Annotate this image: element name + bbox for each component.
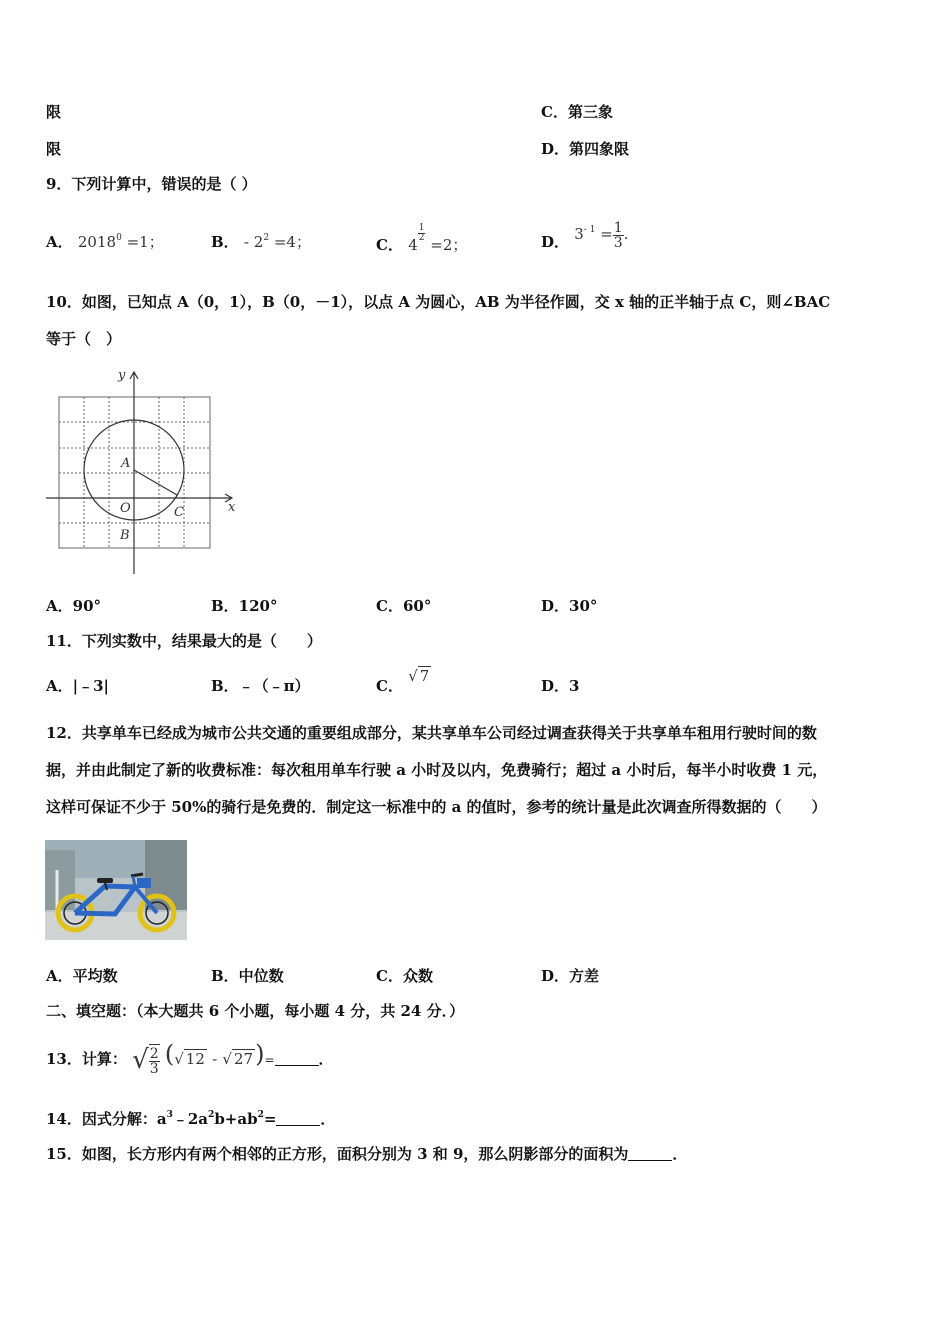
q11-option-d: D．3	[541, 677, 580, 695]
q9-b-exp: 2	[263, 233, 270, 243]
q15-text: 15．如图，长方形内有两个相邻的正方形，面积分别为 3 和 9，那么阴影部分的面积为	[46, 1145, 629, 1163]
q10-label-o: O	[120, 501, 131, 516]
q11-c-label: C．	[376, 677, 403, 695]
q9-d-label: D．	[541, 233, 570, 251]
q13-label: 13．计算：	[46, 1050, 127, 1068]
q9-a-exp: 0	[116, 233, 122, 243]
q13	[46, 1028, 334, 1082]
section2-heading: 二、填空题：（本大题共 6 个小题，每小题 4 分，共 24 分．）	[46, 1002, 465, 1020]
q10-option-b: B．120°	[211, 597, 278, 615]
q14-exp-2: 2	[208, 1110, 215, 1120]
bike-seat	[97, 878, 113, 883]
q10-label-a: A	[121, 456, 131, 471]
q9-c-rest: =2；	[430, 236, 468, 254]
q9-d-base: 3	[574, 225, 584, 243]
q8-tail-left-2: 限	[46, 140, 62, 158]
q10-option-a: A．90°	[46, 597, 102, 615]
q9-d-end: .	[623, 225, 629, 243]
q14-mid2: b+ab	[214, 1110, 258, 1128]
q9-b-label: B．	[211, 233, 239, 251]
q13-answer-blank	[275, 1051, 319, 1066]
q14-exp-3: 2	[257, 1110, 264, 1120]
q11-c-radicand: 7	[419, 667, 430, 685]
q13-eq: =	[264, 1053, 275, 1067]
q13-close-paren: )	[255, 1040, 265, 1068]
q9-d-exp: - 1	[583, 225, 596, 235]
q9-c-exp-num: 1	[418, 223, 425, 233]
q13-radicand-12: 12	[185, 1050, 205, 1068]
q11-option-c	[376, 667, 431, 696]
q13-frac-num: 2	[149, 1046, 159, 1062]
q12-option-c: C．众数	[376, 967, 433, 985]
q12-option-d: D．方差	[541, 967, 600, 985]
q10-circle-figure	[42, 364, 242, 578]
q10-segment-ac	[134, 470, 177, 495]
q10-stem-line2: 等于（ ）	[46, 330, 122, 348]
q12-option-a: A．平均数	[46, 967, 118, 985]
bike-stem	[133, 876, 135, 887]
q12-line2: 据，并由此制定了新的收费标准：每次租用单车行驶 a 小时及以内，免费骑行；超过 a 小时后，每半小时收费 1 元，	[46, 761, 828, 779]
q9-option-b	[211, 232, 311, 252]
q15-end: ．	[672, 1145, 688, 1163]
q9-d-fraction	[613, 221, 624, 250]
q14-end: ．	[320, 1110, 336, 1128]
q10-label-b: B	[120, 528, 130, 543]
q12-line3: 这样可保证不少于 50%的骑行是免费的．制定这一标准中的 a 的值时，参考的统计量是此次调查所得数据的（ ）	[46, 798, 827, 816]
q10-option-c: C．60°	[376, 597, 432, 615]
q11-option-a: A．|﹣3|	[46, 677, 109, 695]
q9-option-a	[46, 232, 164, 252]
q13-radicand-27: 27	[233, 1050, 254, 1068]
q9-c-exp-den: 2	[418, 233, 425, 243]
q9-c-base: 4	[408, 236, 418, 254]
q10-option-d: D．30°	[541, 597, 598, 615]
q13-sqrt-12: √ 12	[174, 1050, 205, 1068]
q9-option-c	[376, 224, 467, 263]
q13-sqrt-27: √ 27	[222, 1050, 254, 1068]
q10-stem-line1: 10．如图，已知点 A（0，1），B（0，－1），以点 A 为圆心，AB 为半径作圆，交 x 轴的正半轴于点 C，则∠BAC	[46, 293, 831, 311]
q9-d-den: 3	[613, 234, 623, 251]
q9-b-base: - 2	[243, 233, 264, 251]
q9-d-eq: =	[600, 225, 613, 243]
q14-mid1: ﹣2a	[172, 1110, 209, 1128]
q14-exp-1: 3	[166, 1110, 173, 1120]
q8-option-d: D．第四象限	[541, 140, 630, 158]
q14-answer-blank	[276, 1111, 320, 1126]
q13-minus: -	[212, 1050, 218, 1068]
q9-d-num: 1	[613, 219, 623, 236]
q13-end: ．	[318, 1050, 334, 1068]
q9-a-rest: =1；	[126, 233, 164, 251]
q15	[46, 1144, 687, 1164]
q9-a-base: 2018	[77, 233, 117, 251]
q9-a-label: A．	[46, 233, 73, 251]
q11-option-b: B．﹣（﹣π）	[211, 677, 310, 695]
q13-open-paren: (	[164, 1040, 175, 1068]
q11-c-sqrt: √ 7	[408, 667, 430, 685]
q9-c-label: C．	[376, 236, 403, 254]
q13-fraction	[149, 1044, 160, 1076]
bike-photo	[45, 840, 187, 940]
q9-option-d	[541, 212, 629, 264]
q12-option-b: B．中位数	[211, 967, 284, 985]
q14-label: 14．因式分解：a	[46, 1110, 167, 1128]
bike-handlebar	[131, 874, 143, 876]
q10-label-x: x	[228, 500, 236, 515]
bike-basket	[137, 878, 151, 888]
q10-label-y: y	[118, 368, 126, 383]
q9-b-rest: =4；	[273, 233, 311, 251]
q10-label-c: C	[174, 505, 184, 520]
q9-stem: 9．下列计算中，错误的是（ ）	[46, 175, 257, 193]
q9-c-exponent-fraction	[418, 224, 426, 243]
q14-mid3: =	[263, 1110, 277, 1128]
q15-answer-blank	[628, 1146, 672, 1161]
q12-line1: 12．共享单车已经成为城市公共交通的重要组成部分，某共享单车公司经过调查获得关于共享单车租用行驶时间的数	[46, 724, 817, 742]
q11-stem: 11．下列实数中，结果最大的是（ ）	[46, 632, 322, 650]
q8-option-c: C．第三象	[541, 103, 613, 121]
q14	[46, 1109, 335, 1129]
q13-frac-den: 3	[149, 1061, 159, 1077]
q8-tail-left-1: 限	[46, 103, 62, 121]
q13-outer-sqrt: √	[132, 1045, 149, 1075]
